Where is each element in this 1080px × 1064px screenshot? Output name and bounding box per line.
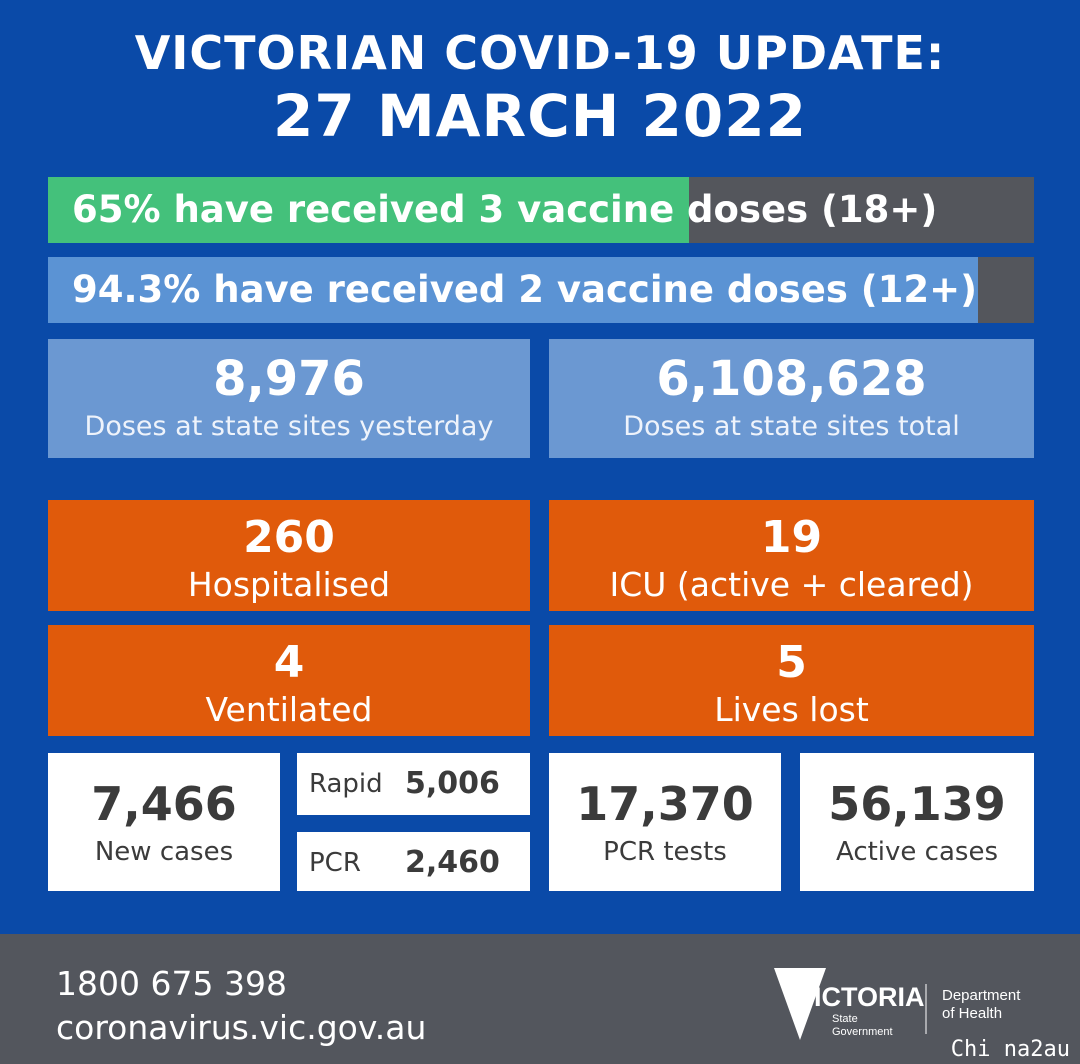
pcr-card — [297, 832, 530, 891]
ventilated-value: 4 — [273, 637, 305, 688]
hotline-phone: 1800 675 398 — [56, 964, 287, 1003]
pcr-tests-value: 17,370 — [576, 777, 754, 831]
doses-total-value: 6,108,628 — [656, 351, 927, 407]
watermark: Chi na2au — [950, 1037, 1070, 1062]
logo-wordmark: VICTORIA — [796, 982, 925, 1012]
pcr-tests-card — [549, 753, 781, 891]
icu-label: ICU (active + cleared) — [609, 565, 974, 604]
doses-yesterday-value: 8,976 — [213, 351, 365, 407]
victoria-government-logo — [770, 962, 1050, 1046]
lives-lost-card — [549, 625, 1034, 736]
ventilated-card — [48, 625, 530, 736]
hospitalised-label: Hospitalised — [187, 565, 391, 604]
doses-yesterday-card — [48, 339, 530, 458]
two-doses-text: 94.3% have received 2 vaccine doses (12+) — [72, 268, 978, 311]
new-cases-label: New cases — [94, 837, 234, 867]
active-cases-value: 56,139 — [828, 777, 1006, 831]
hospitalised-value: 260 — [243, 512, 335, 563]
pcr-label: PCR — [309, 848, 361, 878]
icu-value: 19 — [760, 512, 823, 563]
pcr-tests-label: PCR tests — [603, 837, 727, 867]
dept-line-2: of Health — [942, 1005, 1003, 1022]
doses-total-label: Doses at state sites total — [623, 411, 960, 442]
logo-sub-government: Government — [832, 1026, 893, 1038]
icu-card — [549, 500, 1034, 611]
active-cases-card — [800, 753, 1034, 891]
website-link[interactable]: coronavirus.vic.gov.au — [56, 1008, 427, 1047]
ventilated-label: Ventilated — [205, 690, 373, 729]
new-cases-card — [48, 753, 280, 891]
two-doses-bar — [48, 257, 1034, 323]
rapid-label: Rapid — [309, 769, 383, 799]
dept-line-1: Department — [942, 987, 1021, 1004]
rapid-value: 5,006 — [405, 766, 500, 801]
logo-sub-state: State — [832, 1013, 858, 1025]
rapid-card — [297, 753, 530, 815]
three-doses-bar — [48, 177, 1034, 243]
new-cases-value: 7,466 — [91, 777, 237, 831]
title-date: 27 MARCH 2022 — [273, 82, 807, 150]
doses-total-card — [549, 339, 1034, 458]
pcr-value: 2,460 — [405, 845, 500, 880]
hospitalised-card — [48, 500, 530, 611]
lives-lost-value: 5 — [776, 637, 807, 688]
title-line-1: VICTORIAN COVID-19 UPDATE: — [134, 26, 946, 80]
doses-yesterday-label: Doses at state sites yesterday — [84, 411, 494, 442]
lives-lost-label: Lives lost — [714, 690, 869, 729]
active-cases-label: Active cases — [835, 837, 998, 867]
footer — [0, 934, 1080, 1064]
three-doses-text: 65% have received 3 vaccine doses (18+) — [72, 188, 938, 231]
